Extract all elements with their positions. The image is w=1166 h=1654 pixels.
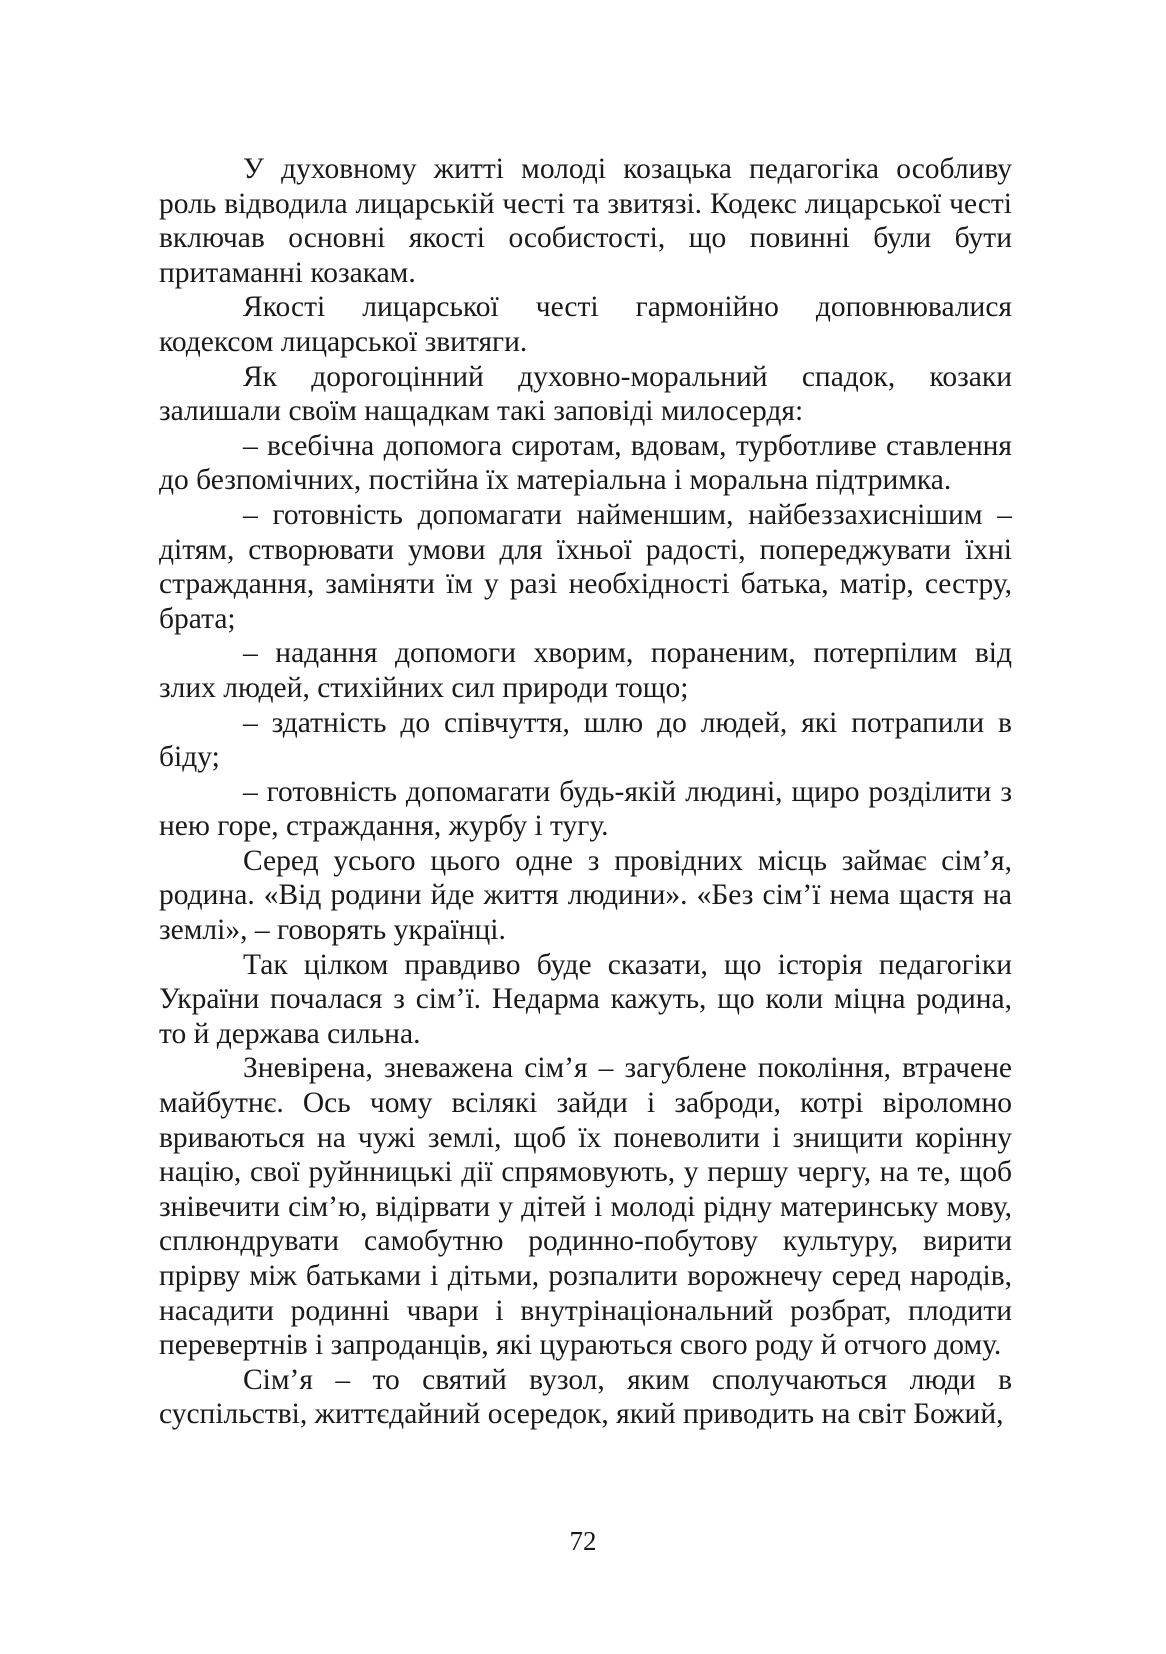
list-item-compassion: – здатність до співчуття, шлю до людей, які потрапили в біду; — [159, 706, 1012, 774]
body-text — [159, 152, 1012, 1432]
list-item-sick-wounded: – надання допомоги хворим, пораненим, потерпілим від злих людей, стихійних сил природи тощо; — [159, 637, 1012, 704]
paragraph-knightly-honor: У духовному житті молоді козацька педагогіка особливу роль відводила лицарській честі та звитязі. Кодекс лицарської честі включав основні якості особистості, що повинні були бути притаманні козакам. — [159, 153, 1012, 289]
list-item-share-grief: – готовність допомагати будь-якій людині, щиро розділити з нею горе, страждання, журбу і тугу. — [159, 775, 1012, 843]
paragraph-commandments-intro: Як дорогоцінний духовно-моральний спадок, козаки залишали своїм нащадкам такі заповіді милосердя: — [159, 360, 1012, 428]
paragraph-ruined-family: Зневірена, зневажена сім’я – загублене покоління, втрачене майбутнє. Ось чому всілякі зайди і заброди, котрі віроломно вриваються на чужі землі, щоб їх поневолити і знищити корінну націю, свої руйнницькі дії спрямовують, у першу чергу, на те, щоб знівечити сім’ю, відірвати у дітей і молоді рідну материнську мову, сплюндрувати самобутню родинно-побутову культуру, вирити прірву між батьками і дітьми, розпалити ворожнечу серед народів, насадити родинні чвари і внутрінаціональний розбрат, плодити перевертнів і запроданців, які цураються свого роду й отчого дому. — [159, 1052, 1012, 1362]
paragraph-family-proverbs: Серед усього цього одне з провідних місць займає сім’я, родина. «Від родини йде життя людини». «Без сім’ї нема щастя на землі», – говорять українці. — [159, 844, 1012, 947]
paragraph-holy-knot: Сім’я – то святий вузол, яким сполучаються люди в суспільстві, життєдайний осередок, який приводить на світ Божий, — [159, 1363, 1012, 1431]
list-item-children: – готовність допомагати найменшим, найбеззахиснішим – дітям, створювати умови для їхньої радості, попереджувати їхні страждання, заміняти їм у разі необхідності батька, матір, сестру, брата; — [159, 498, 1012, 635]
paragraph-history-family: Так цілком правдиво буде сказати, що історія педагогіки України почалася з сім’ї. Недарма кажуть, що коли міцна родина, то й держава сильна. — [159, 948, 1012, 1050]
list-item-orphans-widows: – всебічна допомога сиротам, вдовам, турботливе ставлення до безпомічних, постійна їх матеріальна і моральна підтримка. — [159, 429, 1012, 497]
paragraph-valor-code: Якості лицарської честі гармонійно доповнювалися кодексом лицарської звитяги. — [159, 291, 1012, 358]
page-number: 72 — [569, 1526, 597, 1556]
